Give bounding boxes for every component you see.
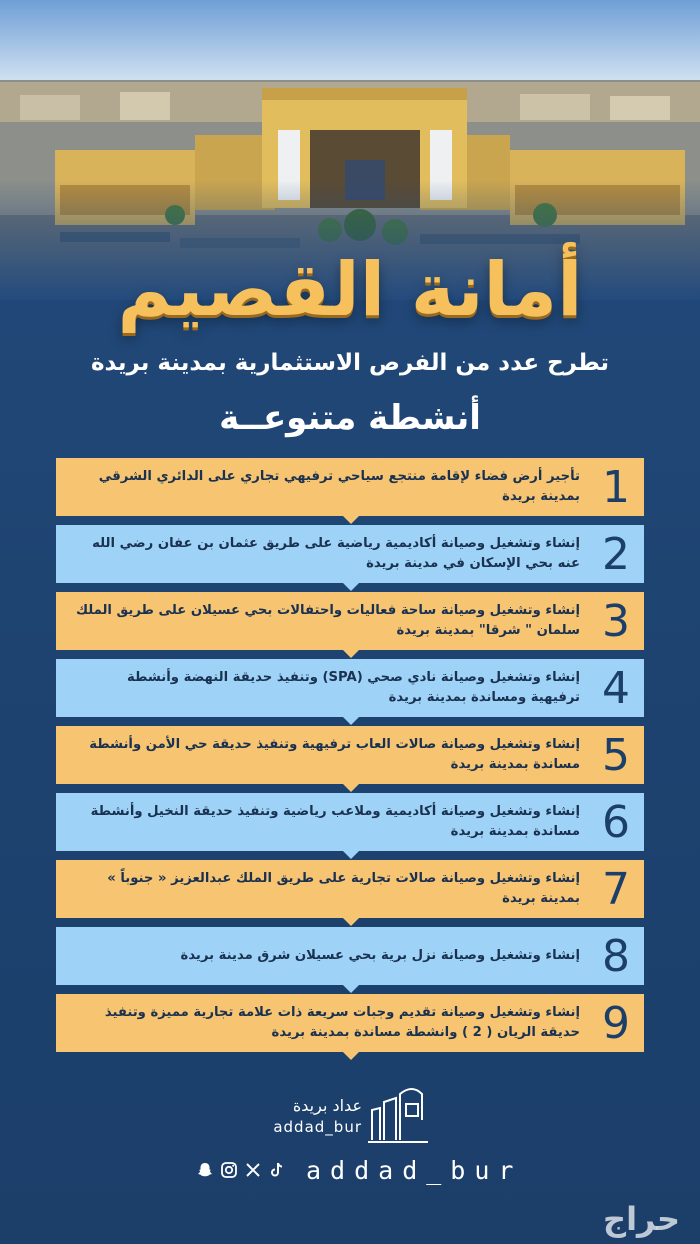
list-item	[56, 860, 644, 918]
list-item	[56, 458, 644, 516]
item-number: 6	[602, 796, 630, 848]
item-number: 8	[602, 930, 630, 982]
item-text: إنشاء وتشغيل وصيانة أكاديمية رياضية على طريق عثمان بن عفان رضي الله عنه بحي الإسكان في مدينة بريدة	[92, 536, 580, 571]
brand-name-arabic: عداد بريدة	[292, 1096, 362, 1115]
item-number: 4	[602, 662, 630, 714]
opportunity-list	[56, 458, 644, 1061]
item-text: تأجير أرض فضاء لإقامة منتجع سياحي ترفيهي تجاري على الدائري الشرقي بمدينة بريدة	[98, 469, 580, 504]
item-number: 5	[602, 729, 630, 781]
item-text: إنشاء وتشغيل وصيانة أكاديمية وملاعب رياضية وتنفيذ حديقة النخيل وأنشطة مساندة بمدينة بريدة	[90, 804, 580, 839]
item-number: 3	[602, 595, 630, 647]
list-item	[56, 994, 644, 1052]
list-item	[56, 592, 644, 650]
item-text: إنشاء وتشغيل وصيانة صالات العاب ترفيهية وتنفيذ حديقة حي الأمن وأنشطة مساندة بمدينة بريدة	[89, 737, 580, 772]
tiktok-icon[interactable]	[268, 1161, 286, 1179]
list-item	[56, 726, 644, 784]
snapchat-icon[interactable]	[196, 1161, 214, 1179]
subtitle: تطرح عدد من الفرص الاستثمارية بمدينة بريدة	[90, 350, 610, 376]
page-title: أمانة القصيم	[117, 247, 583, 333]
item-number: 9	[602, 997, 630, 1049]
list-item	[56, 659, 644, 717]
x-icon[interactable]	[244, 1161, 262, 1179]
instagram-icon[interactable]	[220, 1161, 238, 1179]
social-handle[interactable]: addad_bur	[306, 1155, 523, 1185]
item-number: 7	[602, 863, 630, 915]
item-text: إنشاء وتشغيل وصيانة صالات تجارية على طريق الملك عبدالعزيز « جنوباً » بمدينة بريدة	[107, 871, 580, 906]
brand-block	[270, 1080, 440, 1150]
list-item	[56, 927, 644, 985]
item-text: إنشاء وتشغيل وصيانة ساحة فعاليات واحتفالات بحي عسيلان على طريق الملك سلمان " شرقا" بمدينة بريدة	[75, 603, 580, 638]
section-heading: أنشطة متنوعــة	[219, 398, 481, 438]
watermark: حراج	[603, 1200, 680, 1238]
building-logo-icon	[366, 1080, 432, 1146]
item-text: إنشاء وتشغيل وصيانة تقديم وجبات سريعة ذات علامة تجارية مميزة وتنفيذ حديقة الريان ( 2 ) وانشطة مساندة بمدينة بريدة	[104, 1005, 580, 1040]
item-text: إنشاء وتشغيل وصيانة نادي صحي (SPA) وتنفيذ حديقة النهضة وأنشطة ترفيهية ومساندة بمدينة بريدة	[127, 670, 580, 705]
social-bar	[196, 1155, 522, 1185]
list-item	[56, 793, 644, 851]
item-number: 1	[602, 461, 630, 513]
list-item	[56, 525, 644, 583]
item-number: 2	[602, 528, 630, 580]
item-text: إنشاء وتشغيل وصيانة نزل برية بحي عسيلان شرق مدينة بريدة	[180, 948, 580, 963]
brand-name-latin: addad_bur	[273, 1118, 362, 1136]
